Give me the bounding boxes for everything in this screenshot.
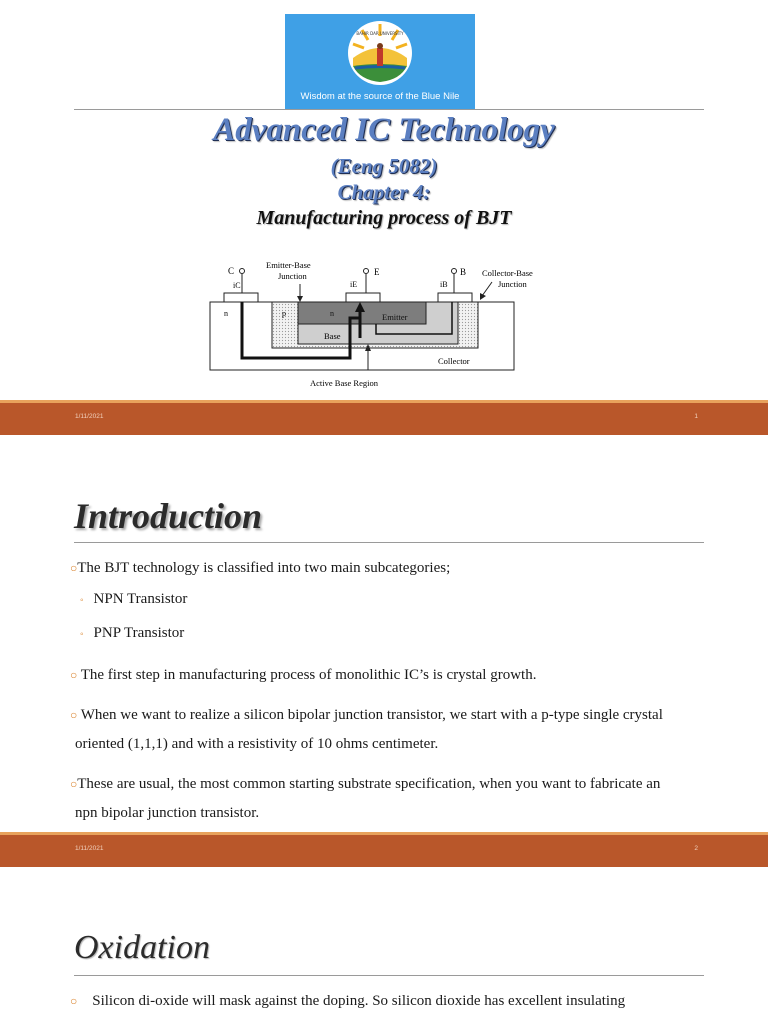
footer-date: 1/11/2021 xyxy=(75,413,104,420)
footer-page-number: 1 xyxy=(694,413,698,420)
label-b: B xyxy=(460,267,467,277)
bullet-marker-icon: ○ xyxy=(70,708,78,722)
chapter-label: Chapter 4: xyxy=(337,180,431,204)
label-active-base-region: Active Base Region xyxy=(310,378,378,388)
bullet-item: ○The BJT technology is classified into two main subcategories; xyxy=(70,560,451,576)
label-junction-2: Junction xyxy=(498,279,527,289)
slide-heading: Oxidation xyxy=(74,929,210,966)
bullet-continuation: oriented (1,1,1) and with a resistivity of 10 ohms centimeter. xyxy=(75,736,439,752)
label-ic: iC xyxy=(233,281,241,290)
label-ib: iB xyxy=(440,280,448,289)
bullet-marker-icon: ○ xyxy=(70,668,78,682)
slide-2 xyxy=(0,435,768,832)
slide-heading: Introduction xyxy=(74,496,263,536)
logo-caption: Wisdom at the source of the Blue Nile xyxy=(300,91,460,102)
slide-2-footer xyxy=(0,832,768,867)
slide-3 xyxy=(0,867,768,1024)
slide-1 xyxy=(0,0,768,400)
label-emitter-base: Emitter-Base xyxy=(266,260,311,270)
bullet-marker-icon: ○ xyxy=(70,561,78,575)
label-base: Base xyxy=(324,331,341,341)
label-n-left: n xyxy=(224,309,228,318)
bullet-marker-icon: ○ xyxy=(70,777,78,791)
label-collector: Collector xyxy=(438,356,470,366)
label-emitter: Emitter xyxy=(382,312,408,322)
divider xyxy=(74,109,704,110)
label-ie: iE xyxy=(350,280,358,289)
label-e: E xyxy=(374,267,380,277)
bullet-marker-icon: ◦ xyxy=(80,629,84,640)
presentation-title: Advanced IC Technology xyxy=(213,112,555,148)
university-logo-banner xyxy=(285,14,475,110)
sub-bullet-item: ◦ PNP Transistor xyxy=(80,625,185,641)
divider xyxy=(74,975,704,976)
chapter-subtitle: Manufacturing process of BJT xyxy=(256,207,512,229)
label-junction-1: Junction xyxy=(278,271,307,281)
divider xyxy=(74,542,704,543)
bullet-marker-icon: ◦ xyxy=(80,595,84,606)
bullet-marker-icon: ○ xyxy=(70,994,78,1008)
bjt-cross-section-diagram xyxy=(200,258,560,393)
label-collector-base: Collector-Base xyxy=(482,268,533,278)
label-n-mid: n xyxy=(330,309,334,318)
university-seal-icon xyxy=(345,18,415,88)
footer-date: 1/11/2021 xyxy=(75,845,104,852)
sub-bullet-item: ◦ NPN Transistor xyxy=(80,591,188,607)
slide-1-footer xyxy=(0,400,768,435)
bullet-item: ○ Silicon di-oxide will mask against the doping. So silicon dioxide has excellent insulating xyxy=(70,993,626,1009)
label-p: p xyxy=(282,309,286,318)
bullet-item: ○ When we want to realize a silicon bipolar junction transistor, we start with a p-type single crystal xyxy=(70,707,663,723)
bullet-item: ○ The first step in manufacturing process of monolithic IC’s is crystal growth. xyxy=(70,667,537,683)
course-code: (Eeng 5082) xyxy=(330,154,438,178)
footer-page-number: 2 xyxy=(694,845,698,852)
seal-text: BAHIR DAR UNIVERSITY xyxy=(356,31,404,36)
bullet-continuation: npn bipolar junction transistor. xyxy=(75,805,260,821)
bullet-item: ○These are usual, the most common starting substrate specification, when you want to fabricate an xyxy=(70,776,661,792)
label-c: C xyxy=(228,266,235,276)
